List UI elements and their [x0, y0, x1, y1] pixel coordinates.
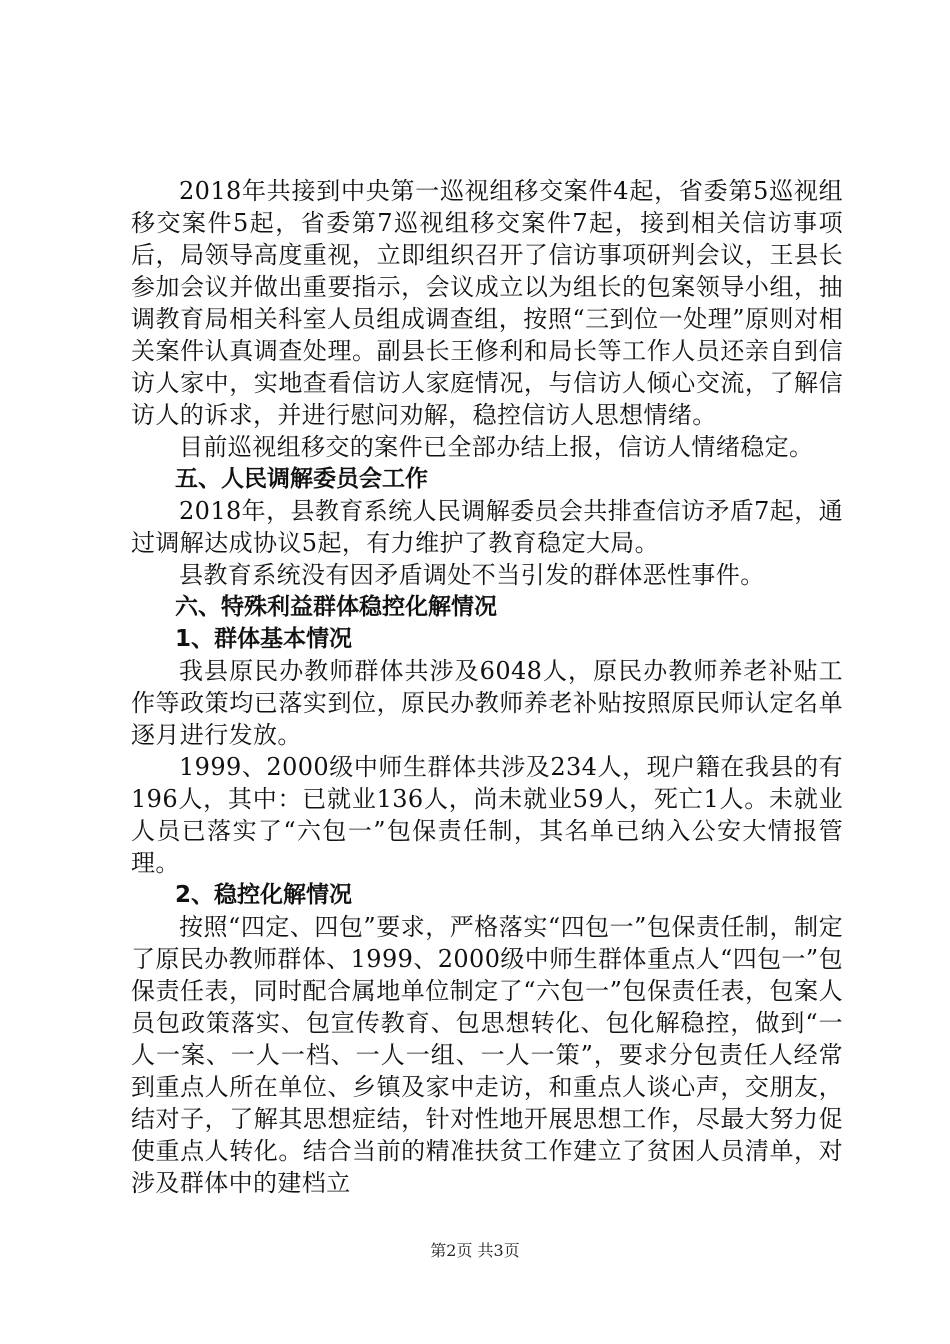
heading-section-6: 六、特殊利益群体稳控化解情况 — [175, 594, 497, 620]
document-body — [131, 175, 843, 1199]
heading-subsection-2: 2、稳控化解情况 — [175, 882, 353, 908]
paragraph-cases-closed: 目前巡视组移交的案件已全部办结上报，信访人情绪稳定。 — [179, 433, 814, 461]
heading-section-5: 五、人民调解委员会工作 — [175, 466, 428, 492]
paragraph-mediation: 2018年，县教育系统人民调解委员会共排查信访矛盾7起，通过调解达成协议5起，有力维护了教育稳定大局。 — [131, 497, 843, 557]
paragraph-teacher-group: 我县原民办教师群体共涉及6048人，原民办教师养老补贴工作等政策均已落实到位，原民办教师养老补贴按照原民师认定名单逐月进行发放。 — [131, 657, 843, 749]
paragraph-normal-students: 1999、2000级中师生群体共涉及234人，现户籍在我县的有196人，其中：已就业136人，尚未就业59人，死亡1人。未就业人员已落实了“六包一”包保责任制，其名单已纳入公安大情报管理。 — [131, 753, 843, 877]
heading-subsection-1: 1、群体基本情况 — [175, 626, 353, 652]
paragraph-no-incidents: 县教育系统没有因矛盾调处不当引发的群体恶性事件。 — [179, 561, 765, 589]
page-number-footer: 第2页 共3页 — [430, 1241, 520, 1260]
paragraph-inspection-cases: 2018年共接到中央第一巡视组移交案件4起，省委第5巡视组移交案件5起，省委第7巡视组移交案件7起，接到相关信访事项后，局领导高度重视，立即组织召开了信访事项研判会议，王县长参加会议并做出重要指示，会议成立以为组长的包案领导小组，抽调教育局相关科室人员组成调查组，按照“三到位一处理”原则对相关案件认真调查处理。副县长王修利和局长等工作人员还亲自到信访人家中，实地查看信访人家庭情况，与信访人倾心交流，了解信访人的诉求，并进行慰问劝解，稳控信访人思想情绪。 — [131, 177, 843, 429]
paragraph-stability-measures: 按照“四定、四包”要求，严格落实“四包一”包保责任制，制定了原民办教师群体、1999、2000级中师生群体重点人“四包一”包保责任表，同时配合属地单位制定了“六包一”包保责任表，包案人员包政策落实、包宣传教育、包思想转化、包化解稳控，做到“一人一案、一人一档、一人一组、一人一策”，要求分包责任人经常到重点人所在单位、乡镇及家中走访，和重点人谈心声，交朋友，结对子，了解其思想症结，针对性地开展思想工作，尽最大努力促使重点人转化。结合当前的精准扶贫工作建立了贫困人员清单，对涉及群体中的建档立 — [131, 913, 843, 1197]
